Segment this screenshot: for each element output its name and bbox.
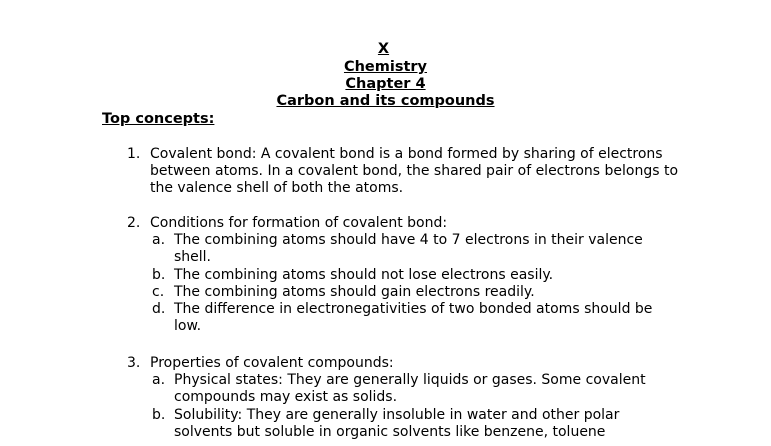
sub-item-letter: d. bbox=[152, 301, 166, 318]
class-label: X bbox=[377, 41, 390, 57]
sub-list bbox=[127, 232, 687, 335]
concept-item-2 bbox=[127, 215, 687, 335]
sub-list bbox=[127, 372, 687, 441]
sub-item-letter: b. bbox=[152, 266, 166, 283]
section-title: Top concepts: bbox=[102, 111, 215, 127]
chapter-heading: Chapter 4 bbox=[345, 76, 426, 92]
sub-item bbox=[152, 372, 674, 406]
sub-item-letter: b. bbox=[152, 406, 166, 423]
concept-item-1 bbox=[127, 146, 687, 198]
item-text: Covalent bond: A covalent bond is a bond formed by sharing of electrons between atoms. In a covalent bond, the shared pair of electrons belongs to the valence shell of both the atoms. bbox=[150, 146, 679, 197]
sub-item-text: Solubility: They are generally insoluble in water and other polar solvents but soluble in organic solvents like benzene, toluene bbox=[174, 406, 620, 440]
item-number: 3. bbox=[127, 355, 141, 371]
sub-item-text: The combining atoms should have 4 to 7 electrons in their valence shell. bbox=[174, 232, 643, 266]
concept-item-3 bbox=[127, 355, 687, 441]
sub-item bbox=[152, 232, 674, 266]
item-number: 2. bbox=[127, 215, 141, 231]
item-number: 1. bbox=[127, 146, 141, 162]
sub-item bbox=[152, 301, 674, 335]
sub-item bbox=[152, 266, 674, 284]
sub-item-letter: a. bbox=[152, 372, 166, 389]
sub-item-text: The combining atoms should not lose electrons easily. bbox=[174, 266, 554, 283]
sub-item-text: The difference in electronegativities of two bonded atoms should be low. bbox=[174, 301, 653, 335]
sub-item-text: Physical states: They are generally liquids or gases. Some covalent compounds may exist as solids. bbox=[174, 372, 646, 406]
sub-item-letter: c. bbox=[152, 283, 165, 300]
sub-item-text: The combining atoms should gain electrons readily. bbox=[174, 283, 535, 300]
sub-item-letter: a. bbox=[152, 232, 166, 249]
item-text: Conditions for formation of covalent bond: bbox=[150, 215, 448, 231]
chapter-title: Carbon and its compounds bbox=[276, 93, 495, 109]
subject-heading: Chemistry bbox=[343, 59, 428, 75]
sub-item bbox=[152, 283, 674, 301]
item-text: Properties of covalent compounds: bbox=[150, 355, 394, 371]
sub-item bbox=[152, 406, 674, 441]
